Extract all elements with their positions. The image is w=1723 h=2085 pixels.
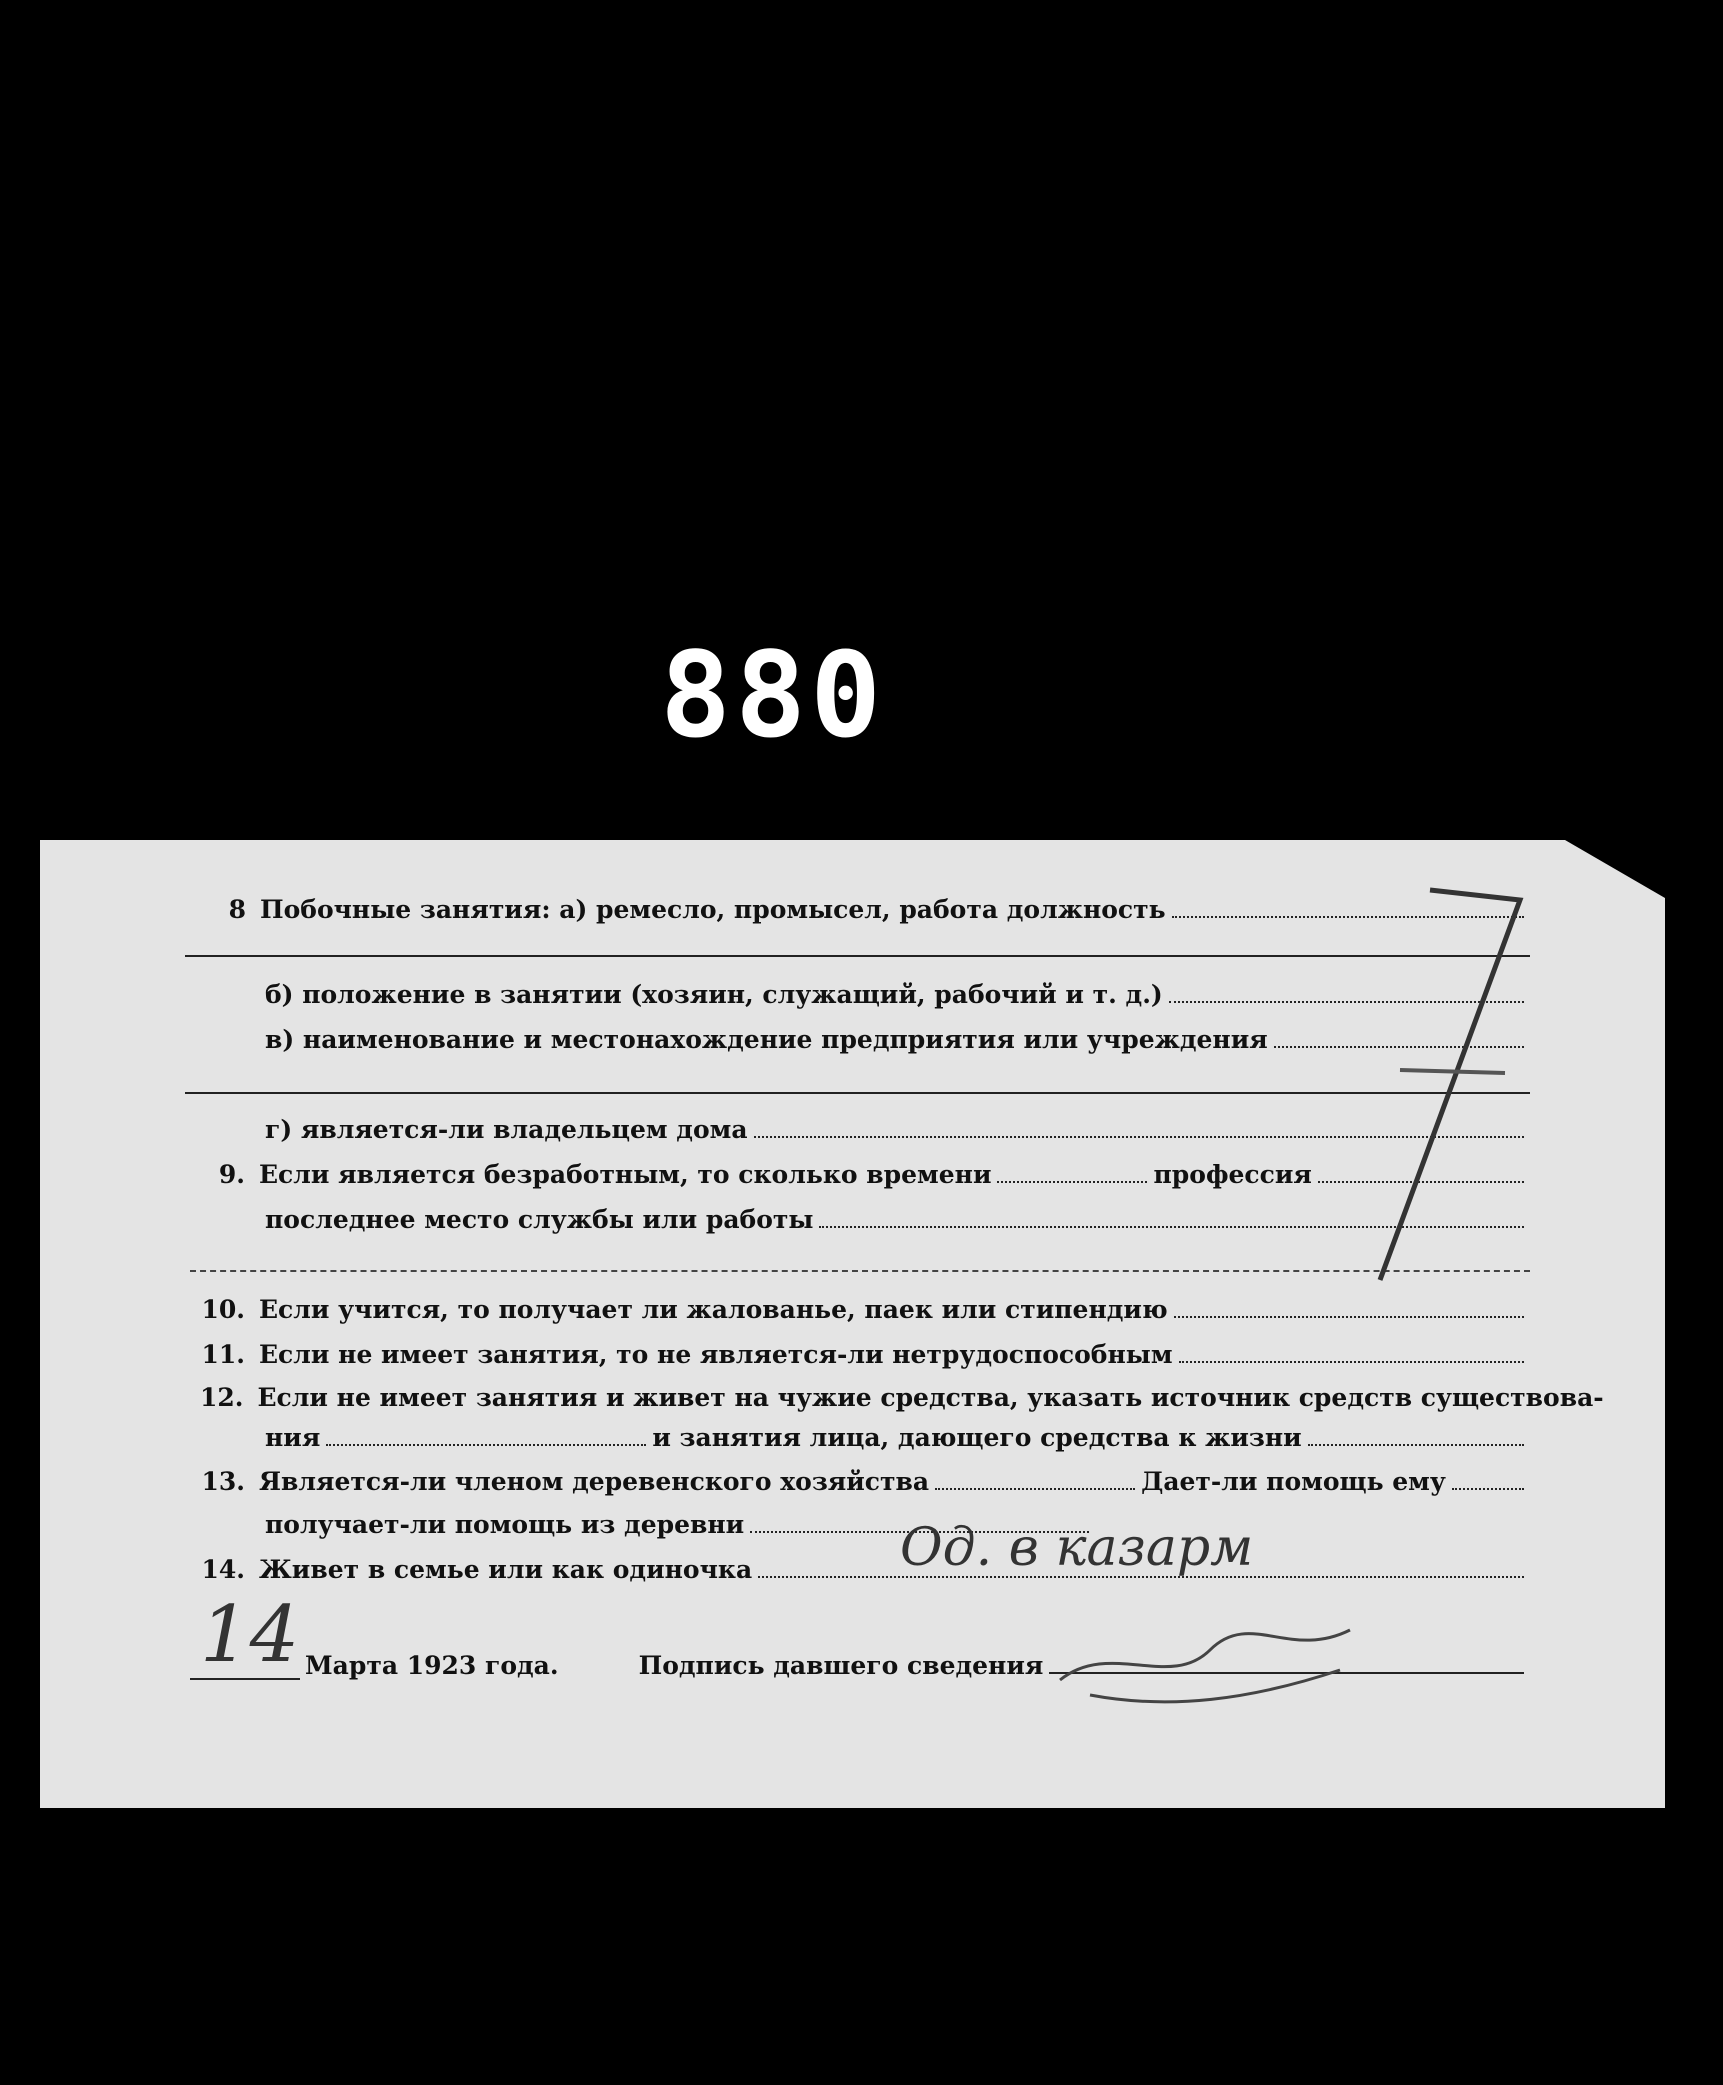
item-8-number: 8 <box>228 895 246 924</box>
item-12-occupation-line[interactable] <box>1308 1444 1524 1446</box>
item-11-number: 11. <box>201 1340 245 1369</box>
handwritten-slash-mark <box>1320 880 1530 1300</box>
item-14-number: 14. <box>201 1555 245 1584</box>
item-12-label: Если не имеет занятия и живет на чужие средства, указать источник средств существова- <box>257 1383 1604 1412</box>
item-12b-row <box>265 1418 1530 1452</box>
item-8-label: Побочные занятия: а) ремесло, промысел, работа должность <box>260 895 1166 924</box>
item-10-answer-line[interactable] <box>1174 1316 1524 1318</box>
date-label: Марта 1923 года. <box>305 1651 559 1680</box>
item-11-row <box>200 1335 1530 1369</box>
item-13-label2: Дает-ли помощь ему <box>1141 1467 1446 1496</box>
item-12-row <box>200 1378 1604 1412</box>
item-13-label: Является-ли членом деревенского хозяйства <box>259 1467 930 1496</box>
item-10-label: Если учится, то получает ли жалованье, паек или стипендию <box>259 1295 1168 1324</box>
item-9-profession-label: профессия <box>1153 1160 1312 1189</box>
item-13b-label: получает-ли помощь из деревни <box>265 1510 745 1539</box>
item-11-answer-line[interactable] <box>1179 1361 1524 1363</box>
frame-number <box>660 626 950 764</box>
item-14-row <box>200 1550 1530 1584</box>
item-9-number: 9. <box>218 1160 245 1189</box>
item-8b-label: б) положение в занятии (хозяин, служащий, рабочий и т. д.) <box>265 980 1163 1009</box>
item-13-row <box>200 1462 1530 1496</box>
frame-number-text: 880 <box>660 626 886 764</box>
item-9b-label: последнее место службы или работы <box>265 1205 814 1234</box>
signature-scrawl <box>1050 1600 1380 1720</box>
item-9-label: Если является безработным, то сколько времени <box>259 1160 992 1189</box>
item-12b-label2: и занятия лица, дающего средства к жизни <box>652 1423 1302 1452</box>
item-11-label: Если не имеет занятия, то не является-ли нетрудоспособным <box>259 1340 1173 1369</box>
item-14-label: Живет в семье или как одиночка <box>259 1555 753 1584</box>
item-13-help-line[interactable] <box>1452 1488 1524 1490</box>
item-10-number: 10. <box>201 1295 245 1324</box>
signature-label: Подпись давшего сведения <box>638 1651 1044 1680</box>
item-8d-label: г) является-ли владельцем дома <box>265 1115 748 1144</box>
item-9-duration-line[interactable] <box>997 1181 1147 1183</box>
item-8c-label: в) наименование и местонахождение предприятия или учреждения <box>265 1025 1268 1054</box>
item-13-member-line[interactable] <box>935 1488 1135 1490</box>
item-14-handwritten-answer: Од. в казарм <box>900 1518 1254 1578</box>
item-12-source-line[interactable] <box>326 1444 646 1446</box>
item-12b-label: ния <box>265 1423 321 1452</box>
item-12-number: 12. <box>200 1383 244 1412</box>
day-handwritten: 14 <box>200 1590 300 1680</box>
item-13-number: 13. <box>201 1467 245 1496</box>
census-card <box>40 840 1665 1808</box>
